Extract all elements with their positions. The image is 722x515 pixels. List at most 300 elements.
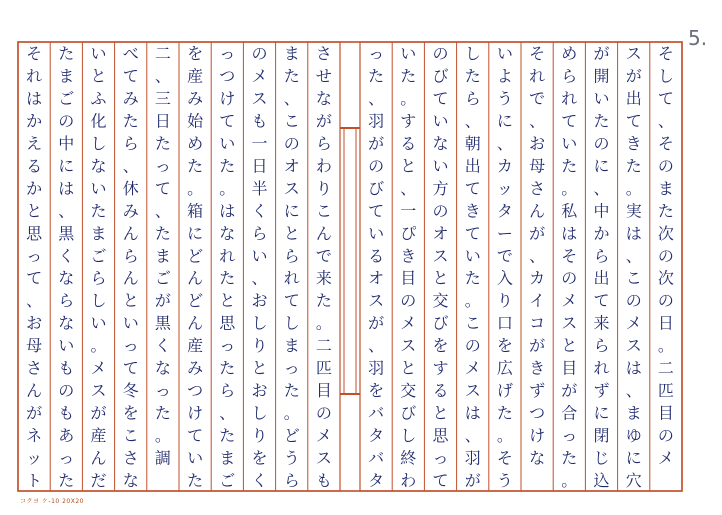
grid-char: ん xyxy=(26,380,43,400)
outer-frame xyxy=(18,42,682,491)
grid-char: 。 xyxy=(283,403,300,423)
grid-char: そ xyxy=(529,44,546,64)
grid-char: び xyxy=(400,403,417,423)
grid-char: な xyxy=(219,223,236,243)
grid-char: 一 xyxy=(400,201,417,221)
grid-char: め xyxy=(561,44,578,64)
grid-char: れ xyxy=(529,66,546,86)
grid-char: れ xyxy=(593,358,610,378)
grid-char: ら xyxy=(561,66,578,86)
grid-char: か xyxy=(593,223,610,243)
grid-char: そ xyxy=(657,44,674,64)
grid-char: て xyxy=(122,66,139,86)
grid-lines xyxy=(18,42,682,491)
grid-char: の xyxy=(315,403,332,423)
grid-char: メ xyxy=(90,358,107,378)
grid-char: ぴ xyxy=(400,223,417,243)
grid-char: っ xyxy=(432,448,449,468)
grid-char: 目 xyxy=(400,268,417,288)
grid-char: ど xyxy=(187,291,204,311)
grid-char: た xyxy=(625,156,642,176)
grid-char: イ xyxy=(529,291,546,311)
grid-char: ー xyxy=(496,223,513,243)
grid-char: と xyxy=(251,358,268,378)
grid-char: い xyxy=(432,156,449,176)
grid-char: み xyxy=(122,89,139,109)
grid-char: て xyxy=(561,111,578,131)
grid-char: バ xyxy=(368,448,385,468)
grid-char: き xyxy=(464,201,481,221)
grid-char: た xyxy=(187,156,204,176)
grid-char: ご xyxy=(154,268,171,288)
grid-char: る xyxy=(432,380,449,400)
grid-char: っ xyxy=(58,448,75,468)
grid-char: な xyxy=(90,156,107,176)
grid-char: 、 xyxy=(368,336,385,356)
grid-char: つ xyxy=(529,403,546,423)
grid-char: て xyxy=(657,89,674,109)
grid-char: 来 xyxy=(593,313,610,333)
grid-char: び xyxy=(368,178,385,198)
grid-char: い xyxy=(122,313,139,333)
grid-char: 開 xyxy=(593,66,610,86)
grid-char: え xyxy=(26,134,43,154)
grid-char: っ xyxy=(283,358,300,378)
grid-char: 口 xyxy=(496,313,513,333)
grid-char: く xyxy=(58,246,75,266)
grid-char: の xyxy=(657,246,674,266)
grid-char: い xyxy=(90,44,107,64)
grid-char: 匹 xyxy=(657,380,674,400)
grid-char: 、 xyxy=(26,291,43,311)
grid-char: て xyxy=(187,425,204,445)
grid-char: ら xyxy=(283,470,300,490)
grid-char: べ xyxy=(122,44,139,64)
grid-char: 。 xyxy=(315,313,332,333)
grid-char: た xyxy=(122,111,139,131)
grid-char: ネ xyxy=(26,425,43,445)
grid-char: だ xyxy=(90,470,107,490)
grid-char: に xyxy=(593,156,610,176)
grid-char: そ xyxy=(26,44,43,64)
grid-char: を xyxy=(251,448,268,468)
grid-char: 、 xyxy=(529,111,546,131)
grid-char: 羽 xyxy=(368,358,385,378)
grid-char: が xyxy=(368,313,385,333)
grid-char: の xyxy=(368,156,385,176)
grid-char: を xyxy=(368,380,385,400)
grid-char: ら xyxy=(283,246,300,266)
grid-char: る xyxy=(26,156,43,176)
grid-char: ス xyxy=(283,178,300,198)
grid-char: が xyxy=(561,380,578,400)
grid-char: 目 xyxy=(561,358,578,378)
grid-char: ご xyxy=(58,89,75,109)
grid-char: っ xyxy=(122,336,139,356)
grid-char: つ xyxy=(187,380,204,400)
grid-char: て xyxy=(154,178,171,198)
grid-char: す xyxy=(432,358,449,378)
grid-char: い xyxy=(593,89,610,109)
grid-char: い xyxy=(496,44,513,64)
grid-char: 三 xyxy=(154,89,171,109)
grid-char: 入 xyxy=(496,268,513,288)
grid-char: し xyxy=(657,66,674,86)
grid-char: と xyxy=(219,291,236,311)
grid-char: 黒 xyxy=(58,223,75,243)
grid-char: 始 xyxy=(187,111,204,131)
grid-char: っ xyxy=(26,246,43,266)
grid-char: ス xyxy=(400,336,417,356)
grid-char: た xyxy=(219,425,236,445)
grid-char: 。 xyxy=(219,178,236,198)
grid-char: 中 xyxy=(593,201,610,221)
grid-char: ご xyxy=(90,246,107,266)
grid-char: 次 xyxy=(657,223,674,243)
grid-char: 二 xyxy=(154,44,171,64)
grid-char: オ xyxy=(283,156,300,176)
grid-char: 思 xyxy=(432,425,449,445)
grid-char: り xyxy=(315,178,332,198)
grid-char: た xyxy=(464,66,481,86)
grid-char: あ xyxy=(58,425,75,445)
grid-char: 。 xyxy=(400,89,417,109)
grid-char: い xyxy=(219,134,236,154)
grid-char: 羽 xyxy=(464,448,481,468)
grid-char: コ xyxy=(529,313,546,333)
grid-char: 朝 xyxy=(464,134,481,154)
grid-char: ら xyxy=(219,380,236,400)
grid-char: て xyxy=(625,111,642,131)
grid-char: し xyxy=(90,291,107,311)
grid-char: た xyxy=(219,156,236,176)
grid-char: メ xyxy=(464,358,481,378)
grid-char: て xyxy=(219,111,236,131)
grid-char: び xyxy=(432,313,449,333)
grid-char: お xyxy=(26,313,43,333)
grid-char: 交 xyxy=(432,291,449,311)
grid-char: 、 xyxy=(657,111,674,131)
grid-char: ま xyxy=(58,66,75,86)
grid-char: タ xyxy=(368,470,385,490)
grid-char: て xyxy=(593,291,610,311)
grid-char: ん xyxy=(187,268,204,288)
center-gutter xyxy=(340,42,360,491)
grid-char: い xyxy=(368,223,385,243)
grid-char: た xyxy=(219,268,236,288)
grid-char: は xyxy=(561,223,578,243)
grid-char: き xyxy=(400,246,417,266)
grid-char: う xyxy=(283,448,300,468)
grid-char: た xyxy=(154,403,171,423)
grid-char: ス xyxy=(625,336,642,356)
grid-char: た xyxy=(219,358,236,378)
grid-char: げ xyxy=(496,380,513,400)
grid-char: 、 xyxy=(154,201,171,221)
grid-char: ゆ xyxy=(625,425,642,445)
grid-char: た xyxy=(187,470,204,490)
grid-char: て xyxy=(368,201,385,221)
grid-char: 母 xyxy=(529,156,546,176)
grid-char: 産 xyxy=(187,66,204,86)
grid-char: る xyxy=(400,134,417,154)
grid-char: て xyxy=(464,223,481,243)
grid-char: が xyxy=(593,44,610,64)
grid-char: つ xyxy=(219,66,236,86)
grid-char: ま xyxy=(219,448,236,468)
grid-char: の xyxy=(625,291,642,311)
grid-char: 、 xyxy=(58,201,75,221)
grid-char: っ xyxy=(219,44,236,64)
grid-char: な xyxy=(529,448,546,468)
grid-char: い xyxy=(187,448,204,468)
grid-char: と xyxy=(561,336,578,356)
grid-char: に xyxy=(187,223,204,243)
grid-char: ら xyxy=(315,134,332,154)
grid-char: が xyxy=(90,403,107,423)
grid-char: ら xyxy=(251,223,268,243)
grid-char: オ xyxy=(432,223,449,243)
grid-char: た xyxy=(154,223,171,243)
grid-char: 。 xyxy=(657,336,674,356)
grid-char: く xyxy=(251,201,268,221)
grid-char: っ xyxy=(154,156,171,176)
grid-char: 、 xyxy=(464,425,481,445)
grid-char: の xyxy=(58,111,75,131)
grid-char: 来 xyxy=(315,268,332,288)
grid-char: の xyxy=(593,134,610,154)
grid-char: に xyxy=(496,111,513,131)
grid-char: す xyxy=(400,111,417,131)
grid-char: 産 xyxy=(187,336,204,356)
grid-char: い xyxy=(561,134,578,154)
grid-char: ッ xyxy=(496,178,513,198)
grid-char: ま xyxy=(657,178,674,198)
grid-char: な xyxy=(315,89,332,109)
grid-char: た xyxy=(58,44,75,64)
grid-char: 終 xyxy=(400,448,417,468)
grid-char: オ xyxy=(368,268,385,288)
grid-char: 思 xyxy=(219,313,236,333)
grid-char: は xyxy=(26,89,43,109)
grid-char: て xyxy=(283,291,300,311)
grid-char: メ xyxy=(657,448,674,468)
grid-char: っ xyxy=(368,44,385,64)
grid-char: ス xyxy=(90,380,107,400)
grid-char: ふ xyxy=(90,89,107,109)
grid-char: ら xyxy=(593,336,610,356)
grid-char: ま xyxy=(283,336,300,356)
grid-char: て xyxy=(464,178,481,198)
grid-char: を xyxy=(496,336,513,356)
grid-char: け xyxy=(529,425,546,445)
page-number: 5. xyxy=(688,26,708,50)
grid-char: 、 xyxy=(625,380,642,400)
grid-char: 、 xyxy=(625,246,642,266)
grid-char: こ xyxy=(625,268,642,288)
grid-char: お xyxy=(251,380,268,400)
grid-char: か xyxy=(26,111,43,131)
grid-char: と xyxy=(122,291,139,311)
grid-char: 広 xyxy=(496,358,513,378)
grid-char: な xyxy=(154,358,171,378)
grid-char: 日 xyxy=(251,156,268,176)
grid-char: 産 xyxy=(90,425,107,445)
grid-char: 母 xyxy=(26,336,43,356)
grid-char: の xyxy=(432,44,449,64)
grid-char: の xyxy=(251,44,268,64)
grid-char: 中 xyxy=(58,134,75,154)
grid-char: 。 xyxy=(154,425,171,445)
grid-char: で xyxy=(529,89,546,109)
grid-char: メ xyxy=(315,425,332,445)
grid-char: け xyxy=(219,89,236,109)
grid-char: と xyxy=(400,156,417,176)
grid-text xyxy=(26,44,674,490)
grid-char: わ xyxy=(315,156,332,176)
grid-char: て xyxy=(26,268,43,288)
grid-char: が xyxy=(154,291,171,311)
grid-char: の xyxy=(283,134,300,154)
grid-char: ら xyxy=(90,268,107,288)
grid-char: 匹 xyxy=(315,358,332,378)
grid-char: 黒 xyxy=(154,313,171,333)
grid-char: は xyxy=(464,403,481,423)
grid-char: て xyxy=(122,358,139,378)
grid-char: 冬 xyxy=(122,380,139,400)
grid-char: と xyxy=(90,66,107,86)
grid-char: う xyxy=(496,470,513,490)
grid-char: 。 xyxy=(496,425,513,445)
grid-char: 出 xyxy=(593,268,610,288)
grid-char: ご xyxy=(219,470,236,490)
center-marker xyxy=(344,128,356,394)
grid-char: た xyxy=(368,66,385,86)
grid-char: の xyxy=(657,156,674,176)
grid-char: を xyxy=(187,44,204,64)
grid-char: そ xyxy=(561,246,578,266)
grid-char: ス xyxy=(368,291,385,311)
grid-char: も xyxy=(315,470,332,490)
grid-char: 、 xyxy=(219,403,236,423)
grid-char: た xyxy=(90,201,107,221)
grid-char: そ xyxy=(496,448,513,468)
grid-char: き xyxy=(529,358,546,378)
grid-char: し xyxy=(90,134,107,154)
grid-char: で xyxy=(496,246,513,266)
grid-char: 目 xyxy=(657,403,674,423)
grid-char: 日 xyxy=(657,313,674,333)
grid-char: た xyxy=(58,470,75,490)
grid-char: 。 xyxy=(625,178,642,198)
grid-char: 目 xyxy=(315,380,332,400)
grid-char: ん xyxy=(122,268,139,288)
grid-char: ス xyxy=(432,246,449,266)
grid-char: ず xyxy=(529,380,546,400)
grid-char: 調 xyxy=(154,448,171,468)
grid-char: は xyxy=(625,358,642,378)
grid-char: た xyxy=(154,134,171,154)
grid-char: 、 xyxy=(154,66,171,86)
grid-char: が xyxy=(315,111,332,131)
grid-char: ト xyxy=(26,470,43,490)
grid-char: が xyxy=(464,470,481,490)
grid-char: そ xyxy=(657,134,674,154)
grid-char: わ xyxy=(400,470,417,490)
grid-char: が xyxy=(368,134,385,154)
grid-char: 、 xyxy=(496,134,513,154)
grid-char: 合 xyxy=(561,403,578,423)
grid-char: な xyxy=(122,470,139,490)
grid-char: た xyxy=(496,403,513,423)
grid-char: の xyxy=(657,425,674,445)
grid-char: ま xyxy=(283,44,300,64)
grid-char: 日 xyxy=(154,111,171,131)
grid-char: け xyxy=(187,403,204,423)
grid-char: て xyxy=(432,89,449,109)
grid-char: 、 xyxy=(251,268,268,288)
grid-char: 箱 xyxy=(187,201,204,221)
grid-char: こ xyxy=(122,425,139,445)
grid-char: 、 xyxy=(283,89,300,109)
grid-char: 休 xyxy=(122,178,139,198)
grid-char: な xyxy=(58,268,75,288)
grid-char: 化 xyxy=(90,111,107,131)
grid-char: 二 xyxy=(657,358,674,378)
grid-char: れ xyxy=(283,268,300,288)
grid-char: と xyxy=(400,358,417,378)
grid-char: 出 xyxy=(464,156,481,176)
grid-char: も xyxy=(58,358,75,378)
grid-char: は xyxy=(625,223,642,243)
grid-char: ま xyxy=(90,223,107,243)
footer-code: コクヨ ケ-10 20X20 xyxy=(20,498,84,505)
grid-char: い xyxy=(90,313,107,333)
grid-char: ら xyxy=(464,89,481,109)
grid-char: と xyxy=(432,268,449,288)
grid-char: み xyxy=(122,201,139,221)
grid-char: の xyxy=(432,201,449,221)
grid-char: 閉 xyxy=(593,425,610,445)
grid-char: い xyxy=(58,336,75,356)
grid-char: の xyxy=(561,268,578,288)
grid-char: 実 xyxy=(625,201,642,221)
grid-char: を xyxy=(122,403,139,423)
grid-char: い xyxy=(464,246,481,266)
grid-char: お xyxy=(529,134,546,154)
grid-char: ま xyxy=(154,246,171,266)
grid-char: ら xyxy=(122,134,139,154)
grid-char: と xyxy=(26,201,43,221)
grid-char: り xyxy=(496,291,513,311)
grid-char: ん xyxy=(90,448,107,468)
grid-char: 二 xyxy=(315,336,332,356)
grid-char: い xyxy=(432,111,449,131)
grid-char: ス xyxy=(315,448,332,468)
grid-char: 。 xyxy=(561,178,578,198)
grid-char: カ xyxy=(529,268,546,288)
grid-char: に xyxy=(593,403,610,423)
grid-char: 、 xyxy=(122,156,139,176)
grid-char: カ xyxy=(496,156,513,176)
grid-char: 。 xyxy=(187,178,204,198)
grid-char: 半 xyxy=(251,178,268,198)
grid-char: か xyxy=(26,178,43,198)
grid-char: く xyxy=(154,336,171,356)
grid-char: ず xyxy=(593,380,610,400)
grid-char: た xyxy=(283,66,300,86)
grid-char: と xyxy=(283,223,300,243)
